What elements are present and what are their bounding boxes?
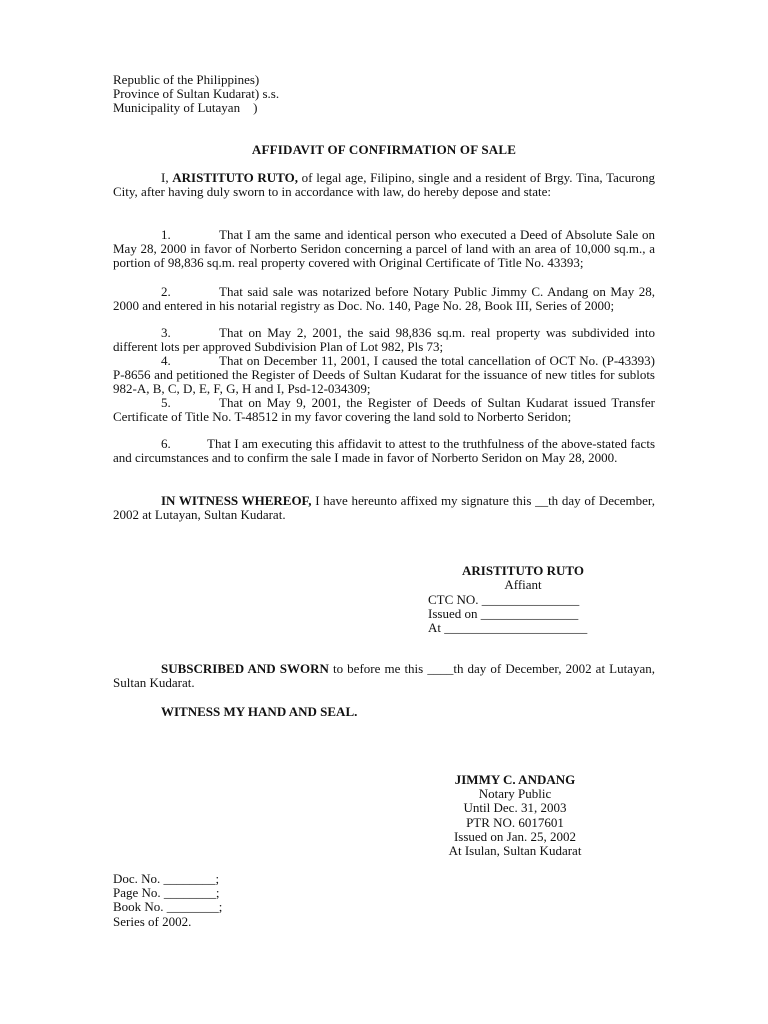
registry-series: Series of 2002. — [113, 913, 192, 929]
ctc-issued-line: Issued on _______________ — [428, 606, 579, 622]
item-text: That on December 11, 2001, I caused the total cancellation of OCT No. (P-43393) P-8656 and petitioned the Register of Deeds of Sultan Kudarat for the issuance of new titles for sublots 982-A, B, C, D, E, F, G, H and I, Psd-12-034309; — [113, 353, 655, 397]
notary-issued: Issued on Jan. 25, 2002 — [453, 828, 577, 844]
caption-line-municipality: Municipality of Lutayan ) — [113, 100, 258, 116]
jurat-heading: SUBSCRIBED AND SWORN — [161, 661, 329, 676]
item-text: That I am executing this affidavit to attest to the truthfulness of the above-stated facts and circumstances and to confirm the sale I made in favor of Norberto Seridon on May 28, 2000. — [113, 436, 655, 466]
witness-paragraph — [113, 494, 655, 522]
item-text: That on May 2, 2001, the said 98,836 sq.m. real property was subdivided into different lots per approved Subdivision Plan of Lot 982, Pls 73; — [113, 325, 655, 355]
intro-paragraph — [113, 171, 655, 199]
notary-until: Until Dec. 31, 2003 — [463, 800, 567, 816]
item-text: That said sale was notarized before Notary Public Jimmy C. Andang on May 28, 2000 and entered in his notarial registry as Doc. No. 140, Page No. 28, Book III, Series of 2000; — [113, 284, 655, 314]
intro-prefix: I, — [161, 170, 173, 185]
jurat-text: to before me this ____th day of December, 2002 at Lutayan, Sultan Kudarat. — [113, 661, 655, 691]
caption-line-republic: Republic of the Philippines) — [113, 72, 260, 87]
statement-item-3 — [113, 326, 655, 354]
statement-item-1 — [113, 228, 655, 271]
statement-item-6 — [113, 437, 655, 465]
notary-place: At Isulan, Sultan Kudarat — [448, 843, 582, 859]
statement-item-2 — [113, 285, 655, 313]
statement-item-4 — [113, 354, 655, 397]
affiant-ctc-block — [428, 593, 587, 636]
caption-line-province: Province of Sultan Kudarat) s.s. — [113, 86, 280, 102]
item-number: 3. — [161, 325, 171, 340]
item-number: 5. — [161, 395, 171, 410]
ctc-place-line: At ______________________ — [428, 620, 588, 636]
witness-heading: IN WITNESS WHEREOF, — [161, 493, 312, 508]
affiant-name: ARISTITUTO RUTO — [462, 563, 584, 578]
notary-name: JIMMY C. ANDANG — [454, 772, 576, 787]
item-number: 4. — [161, 353, 171, 368]
item-text: That I am the same and identical person who executed a Deed of Absolute Sale on May 28, 2000 in favor of Norberto Seridon concerning a parcel of land with an area of 10,000 sq.m., a portion of 98,836 sq.m. real property covered with Original Certificate of Title No. 43393; — [113, 227, 655, 271]
document-title: AFFIDAVIT OF CONFIRMATION OF SALE — [251, 142, 517, 157]
item-number: 6. — [161, 436, 171, 451]
jurat-paragraph — [113, 662, 655, 690]
ctc-number-line: CTC NO. _______________ — [428, 592, 580, 607]
registry-doc-number: Doc. No. ________; — [113, 871, 220, 886]
notary-block — [405, 773, 625, 858]
statement-item-5 — [113, 396, 655, 424]
hand-and-seal: WITNESS MY HAND AND SEAL. — [161, 704, 358, 719]
venue-caption — [113, 73, 279, 116]
affiant-role: Affiant — [504, 577, 542, 593]
registry-book-number: Book No. ________; — [113, 899, 223, 915]
witness-text: I have hereunto affixed my signature this __th day of December, 2002 at Lutayan, Sultan Kudarat. — [113, 493, 655, 523]
notary-ptr: PTR NO. 6017601 — [466, 814, 564, 830]
notarial-registry — [113, 872, 222, 929]
affiant-name-inline: ARISTITUTO RUTO, — [172, 170, 298, 185]
intro-rest: of legal age, Filipino, single and a resident of Brgy. Tina, Tacurong City, after having duly sworn to in accordance with law, do hereby depose and state: — [113, 170, 655, 200]
item-number: 1. — [161, 227, 171, 242]
item-text: That on May 9, 2001, the Register of Deeds of Sultan Kudarat issued Transfer Certificate of Title No. T-48512 in my favor covering the land sold to Norberto Seridon; — [113, 395, 655, 425]
item-number: 2. — [161, 284, 171, 299]
notary-role: Notary Public — [478, 786, 552, 802]
affiant-signature-block — [423, 564, 623, 592]
registry-page-number: Page No. ________; — [113, 885, 220, 901]
